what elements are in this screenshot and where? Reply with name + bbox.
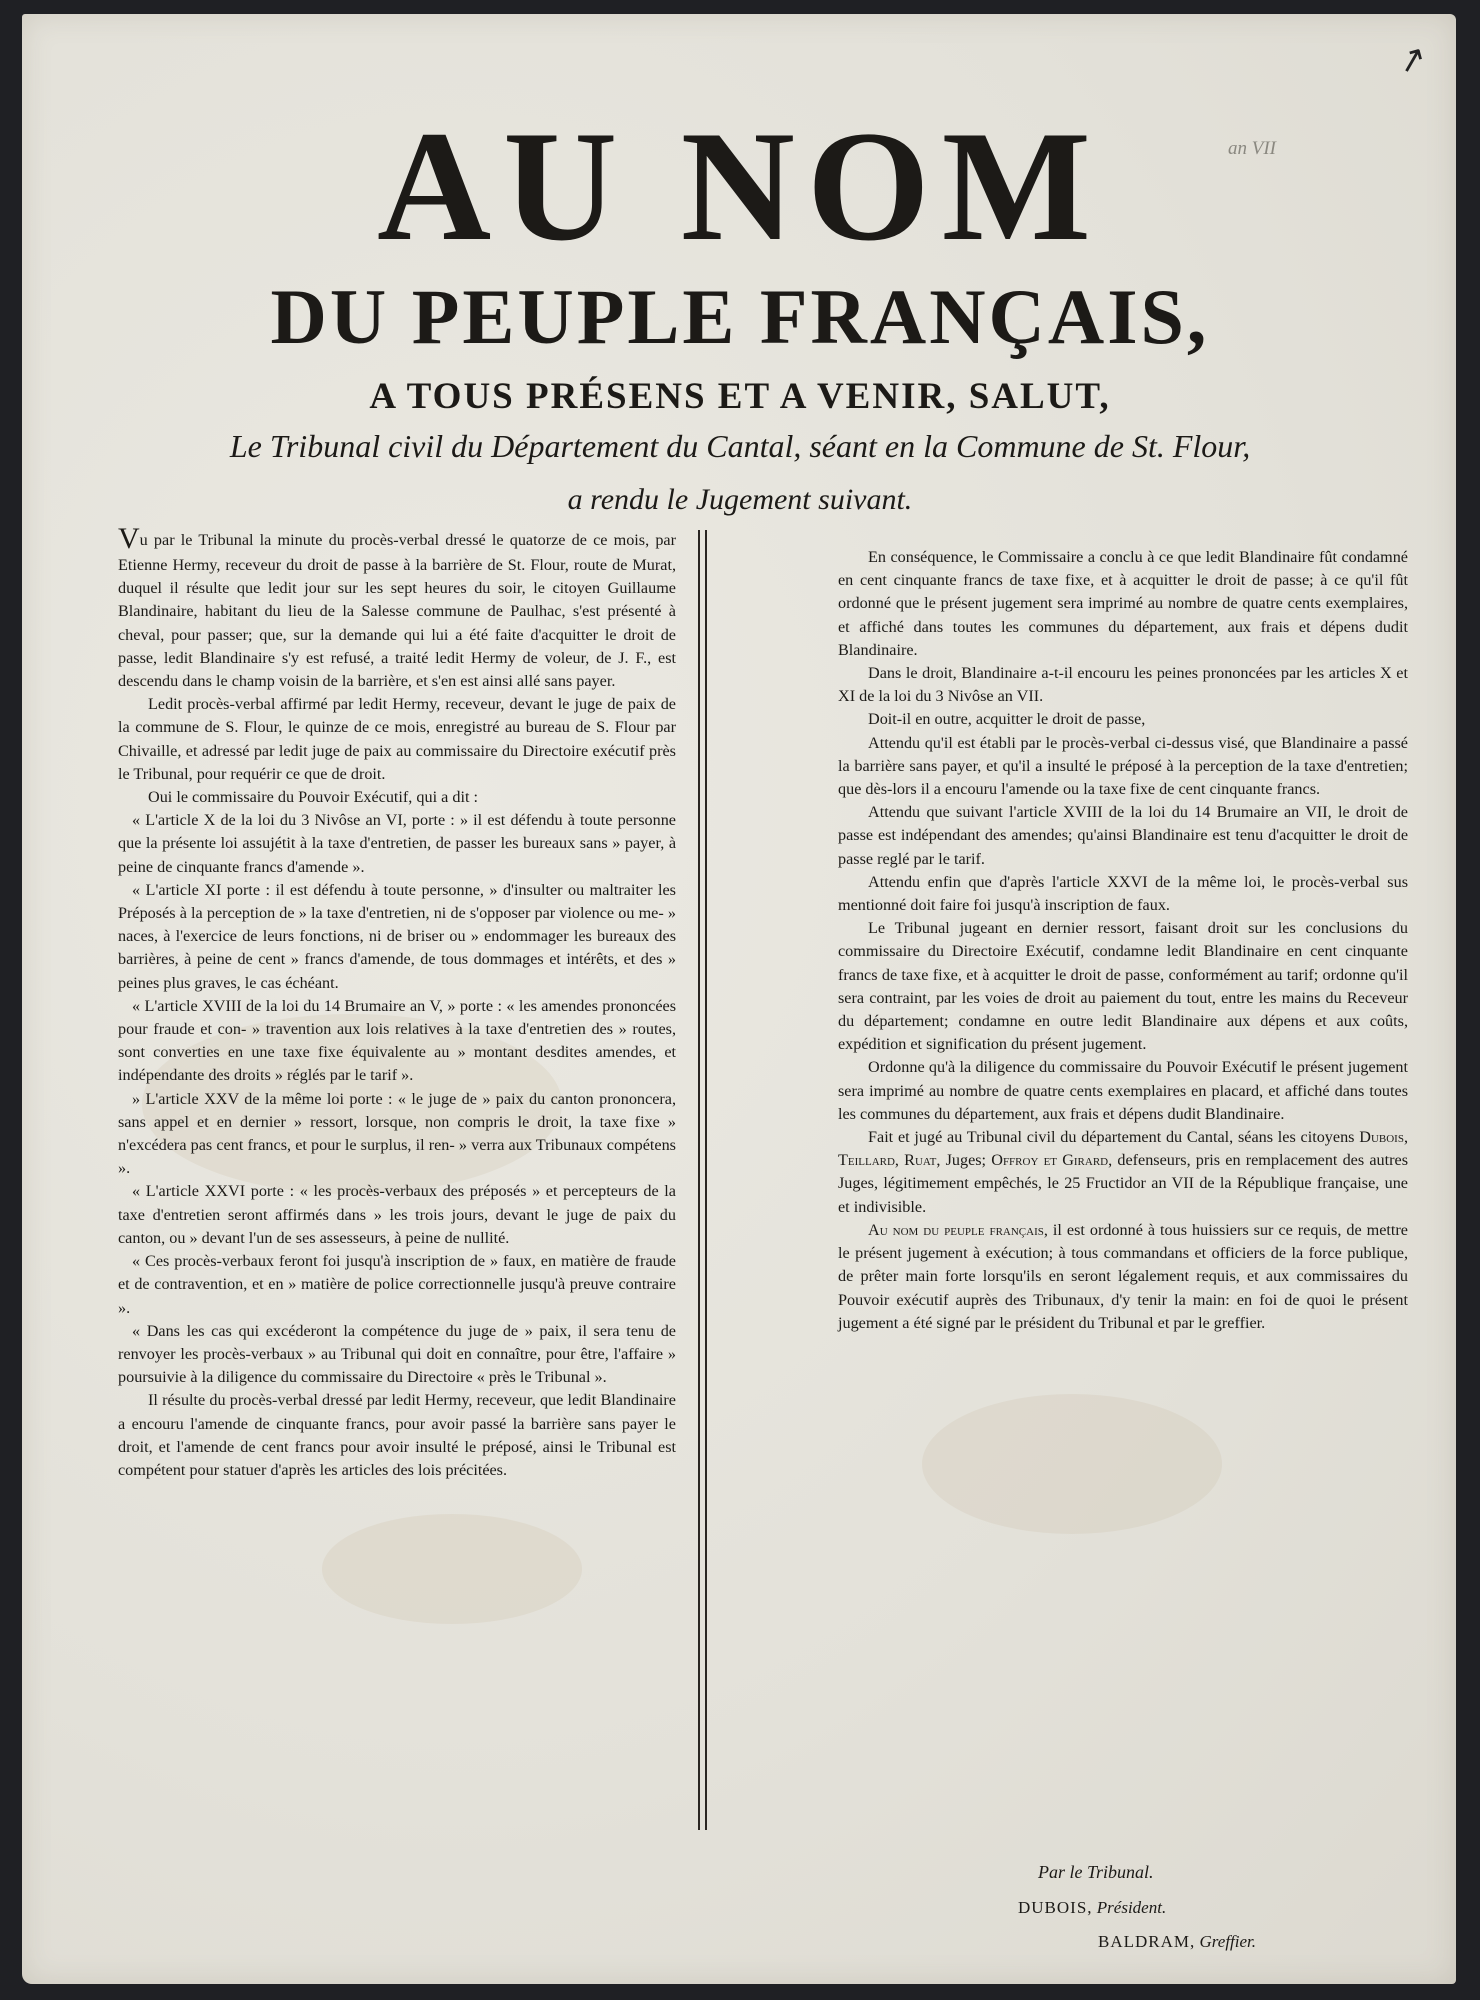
paragraph-text: Fait et jugé au Tribunal civil du département du Cantal, séans les citoyens xyxy=(868,1128,1360,1147)
right-column xyxy=(838,546,1408,1335)
paragraph xyxy=(838,1126,1408,1219)
defender-names: Offroy et Girard xyxy=(991,1151,1109,1170)
paragraph: Attendu qu'il est établi par le procès-verbal ci-dessus visé, que Blandinaire a passé la barrière sans payer, et qu'il a insulté le préposé à la perception de la taxe d'entretien; que dès-lors il a encouru l'amende ou la taxe fixe de cent cinquante francs. xyxy=(838,733,1408,799)
paragraph: Ordonne qu'à la diligence du commissaire du Pouvoir Exécutif le présent jugement sera imprimé au nombre de quatre cents exemplaires en placard, et affiché dans toutes les communes du département, aux frais et dépens dudit Blandinaire. xyxy=(838,1058,1408,1123)
formula-text: Au nom du peuple français xyxy=(868,1220,1044,1239)
quote-paragraph: « L'article XVIII de la loi du 14 Brumaire an V, » porte : « les amendes prononcées pour fraude et con- » travention aux lois relatives à la taxe d'entretien des » routes, sont converties en une taxe fixe équivalente au » montant desdites amendes, et indépendante des droits » réglés par le tarif ». xyxy=(118,996,676,1085)
paragraph: Attendu enfin que d'après l'article XXVI de la même loi, le procès-verbal sus mentionné doit faire foi jusqu'à inscription de faux. xyxy=(838,872,1408,915)
president-name: DUBOIS, xyxy=(1018,1898,1093,1917)
paragraph: En conséquence, le Commissaire a conclu à ce que ledit Blandinaire fût condamné en cent cinquante francs de taxe fixe, et à acquitter le droit de passe; à ce qu'il fût ordonné que le présent jugement sera imprimé au nombre de quatre cents exemplaires, et affiché dans toutes les communes du département, aux frais et dépens dudit Blandinaire. xyxy=(838,548,1408,659)
page-subtitle: DU PEUPLE FRANÇAIS, xyxy=(270,273,1210,360)
paragraph: Attendu que suivant l'article XVIII de la loi du 14 Brumaire an VII, le droit de passe est indépendant des amendes; qu'ainsi Blandinaire est tenu d'acquitter le droit de passe reglé par le tarif. xyxy=(838,803,1408,868)
quote-paragraph: « Dans les cas qui excéderont la compétence du juge de » paix, il sera tenu de renvoyer les procès-verbaux » au Tribunal qui doit en connaître, pour être, l'affaire » poursuivie à la diligence du commissaire du Directoire « près le Tribunal ». xyxy=(118,1321,676,1387)
quote-paragraph: « L'article XXVI porte : « les procès-verbaux des préposés » et percepteurs de la taxe d'entretien seront affirmés dans » les trois jours, devant le juge de paix du canton, ou » devant l'un de ses assesseurs, à peine de nullité. xyxy=(118,1182,676,1247)
judge-names: Dubois, Teillard, Ruat xyxy=(838,1128,1408,1170)
drop-cap: V xyxy=(118,522,140,555)
tribunal-line: Le Tribunal civil du Département du Cantal, séant en la Commune de St. Flour, xyxy=(229,428,1251,464)
corner-ink-mark: ↗ xyxy=(1393,36,1432,84)
paragraph-text: u par le Tribunal la minute du procès-verbal dressé le quatorze de ce mois, par Etienne Hermy, receveur du droit de passe à la barrière de St. Flour, route de Murat, duquel il résulte que ledit jour sur les sept heures du soir, le citoyen Guillaume Blandinaire, habitant du lieu de la Salesse commune de Paulhac, s'est présenté à cheval, pour passer; que, sur la demande qui lui a été faite d'acquitter le droit de passe, ledit Blandinaire s'y est refusé, a traité ledit Hermy de voleur, de J. F., est descendu dans le champ voisin de la barrière, et s'en est ainsi allé sans payer. xyxy=(118,531,676,691)
paragraph-text: , defenseurs, pris en remplacement des autres Juges, légitimement empêchés, le 25 Fructidor an VII de la République française, une et indivisible. xyxy=(838,1151,1409,1216)
paragraph: Dans le droit, Blandinaire a-t-il encouru les peines prononcées par les articles X et XI de la loi du 3 Nivôse an VII. xyxy=(838,664,1408,706)
paragraph: Oui le commissaire du Pouvoir Exécutif, qui a dit : xyxy=(148,788,478,807)
paragraph xyxy=(838,1219,1408,1335)
paragraph-text: , il est ordonné à tous huissiers sur ce requis, de mettre le présent jugement à exécution; à tous commandans et officiers de la force publique, de prêter main forte lorsqu'ils en seront légalement requis, et aux commissaires du Pouvoir exécutif auprès des Tribunaux, d'y tenir la main: en foi de quoi le présent jugement a été signé par le président du Tribunal et par le greffier. xyxy=(838,1220,1408,1332)
paragraph: Il résulte du procès-verbal dressé par ledit Hermy, receveur, que ledit Blandinaire a encouru l'amende de cinquante francs, pour avoir passé la barrière sans payer le droit, et l'amende de cent francs pour avoir insulté le préposé, ainsi le Tribunal est compétent pour statuer d'après les articles des lois précitées. xyxy=(118,1391,676,1479)
clerk-title: Greffier. xyxy=(1199,1932,1257,1951)
quote-paragraph: « L'article X de la loi du 3 Nivôse an VI, porte : » il est défendu à toute personne que la présente loi assujétit à la taxe d'entretien, de passer les bureaux sans » payer, à peine de cinquante francs d'amende ». xyxy=(118,811,676,876)
paragraph-text: , Juges; xyxy=(936,1151,992,1170)
handwritten-annotation: an VII xyxy=(1228,138,1277,159)
clerk-name: BALDRAM, xyxy=(1098,1932,1196,1951)
paragraph: Le Tribunal jugeant en dernier ressort, faisant droit sur les conclusions du commissaire du Directoire Exécutif, condamne ledit Blandinaire en cent cinquante francs de taxe fixe, et à acquitter le droit de passe, conformément au tarif; ordonne qu'il sera contraint, par les voies de droit au paiement du tout, entre les mains du Receveur du département; condamne en outre ledit Blandinaire aux dépens et aux coûts, expédition et signification du présent jugement. xyxy=(838,919,1408,1054)
judgment-line: a rendu le Jugement suivant. xyxy=(567,483,913,516)
paragraph: Doit-il en outre, acquitter le droit de passe, xyxy=(868,710,1146,729)
paragraph: Ledit procès-verbal affirmé par ledit Hermy, receveur, devant le juge de paix de la commune de S. Flour, le quinze de ce mois, enregistré au bureau de S. Flour par Chivaille, et adressé par ledit juge de paix au commissaire du Directoire exécutif près le Tribunal, pour requérir ce que de droit. xyxy=(118,695,676,783)
president-signature xyxy=(1018,1898,1166,1918)
paragraph xyxy=(118,524,676,693)
column-divider xyxy=(698,530,707,1830)
salutation: A TOUS PRÉSENS ET A VENIR, SALUT, xyxy=(369,376,1111,417)
left-column xyxy=(118,524,676,1482)
quote-paragraph: » L'article XXV de la même loi porte : « le juge de » paix du canton prononcera, sans appel et en dernier » ressort, lorsque, non compris le droit, la taxe fixe » n'excédera pas cent francs, et pour le surplus, il ren- » verra aux Tribunaux compétens ». xyxy=(118,1089,676,1178)
quote-paragraph: « L'article XI porte : il est défendu à toute personne, » d'insulter ou maltraiter les Préposés à la perception de » la taxe d'entretien, ni de s'opposer par violence ou me- » naces, à l'exercice de leurs fonctions, ni de briser ou » endommager les bureaux des barrières, à peine de cent » francs d'amende, de tous dommages et intérêts, et des » peines plus graves, le cas échéant. xyxy=(118,880,676,992)
page-title: AU NOM xyxy=(377,99,1103,274)
president-title: Président. xyxy=(1096,1898,1167,1917)
clerk-signature xyxy=(1098,1932,1256,1952)
signature-heading: Par le Tribunal. xyxy=(1038,1862,1154,1882)
quote-paragraph: « Ces procès-verbaux feront foi jusqu'à inscription de » faux, en matière de fraude et de contravention, et en » matière de police correctionnelle jusqu'à preuve contraire ». xyxy=(118,1252,676,1317)
